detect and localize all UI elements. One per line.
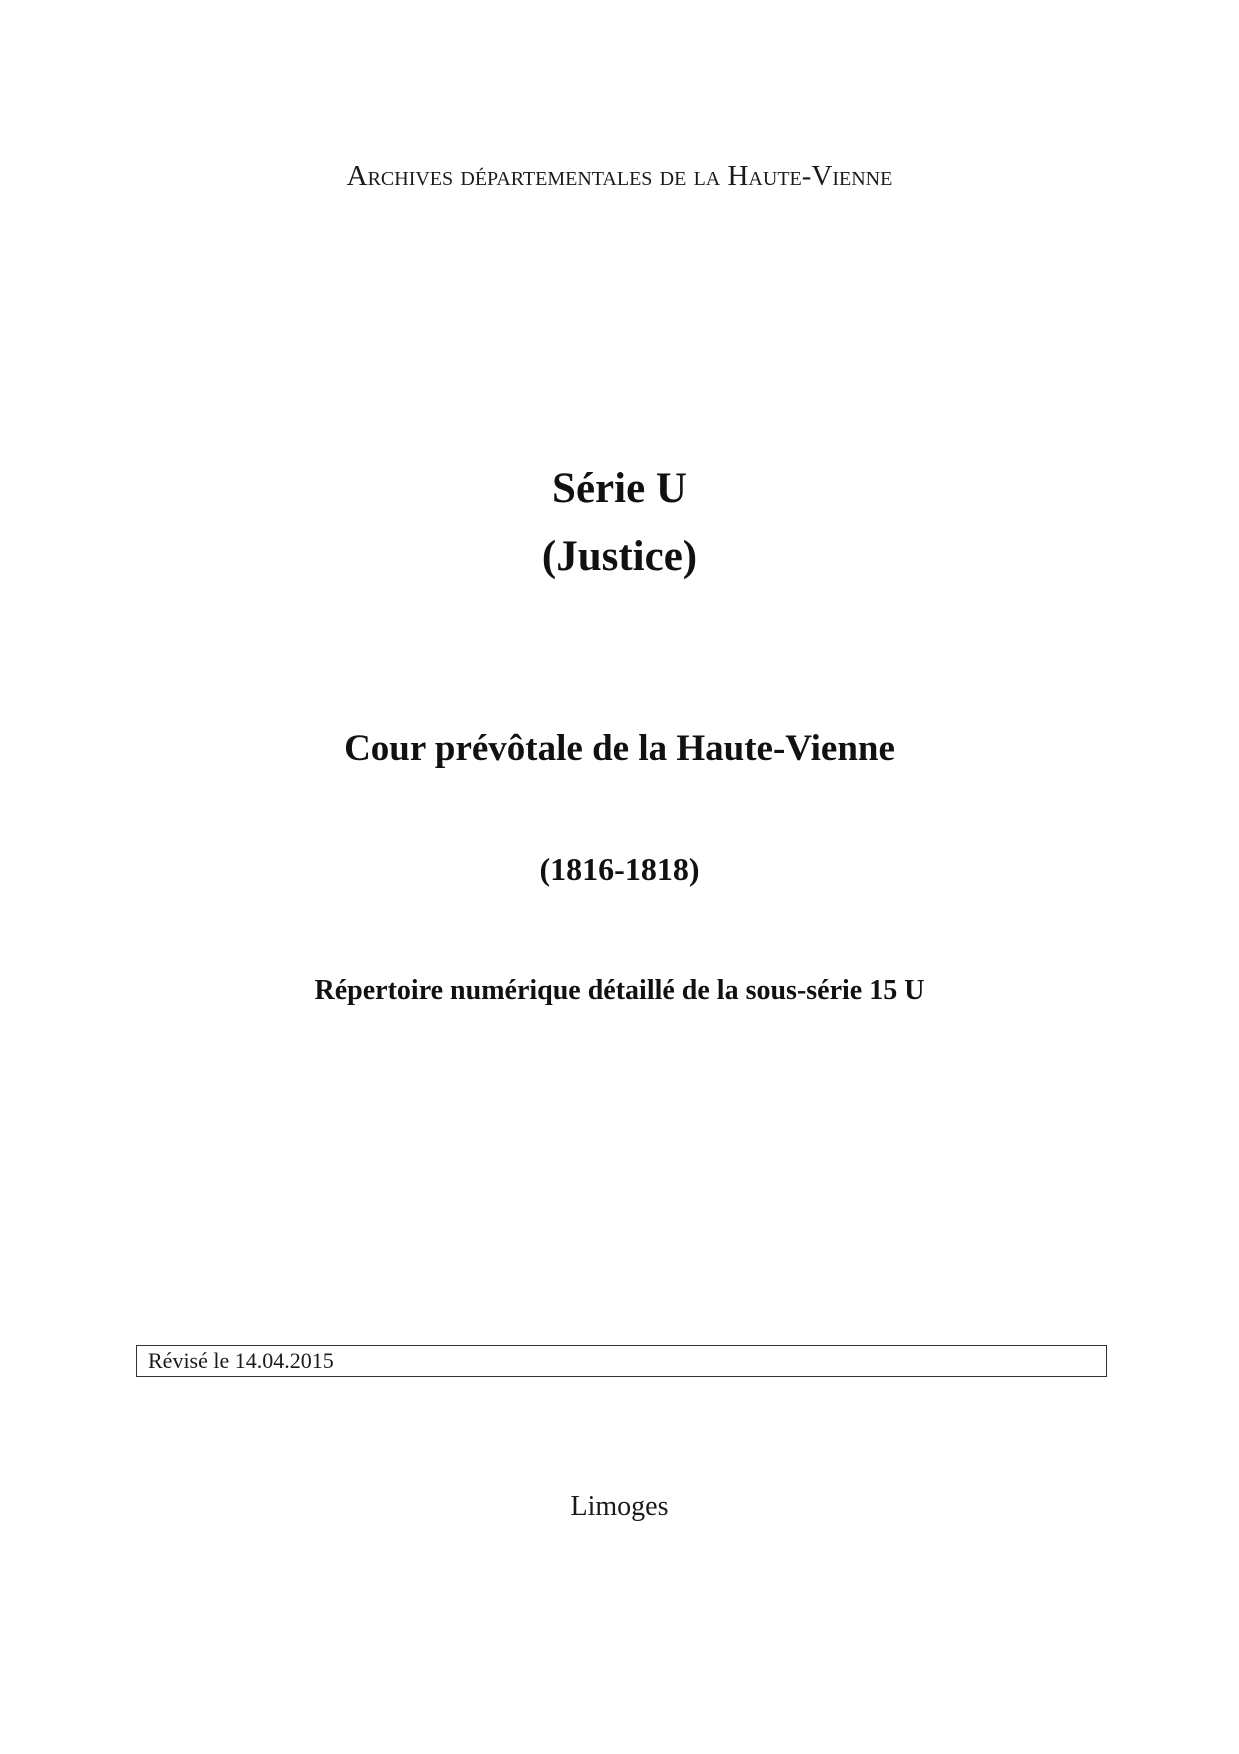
repertoire-description: Répertoire numérique détaillé de la sous-série 15 U [314, 975, 925, 1006]
publication-place: Limoges [570, 1491, 669, 1522]
series-title: Série U [552, 465, 687, 512]
series-title-block [0, 455, 1239, 591]
series-subtitle: (Justice) [541, 533, 698, 580]
revision-text: Révisé le 14.04.2015 [148, 1348, 334, 1373]
court-title: Cour prévôtale de la Haute-Vienne [344, 728, 895, 769]
institution-header: Archives départementales de la Haute-Vienne [346, 160, 893, 192]
date-range: (1816-1818) [539, 851, 700, 887]
revision-box [136, 1345, 1107, 1377]
